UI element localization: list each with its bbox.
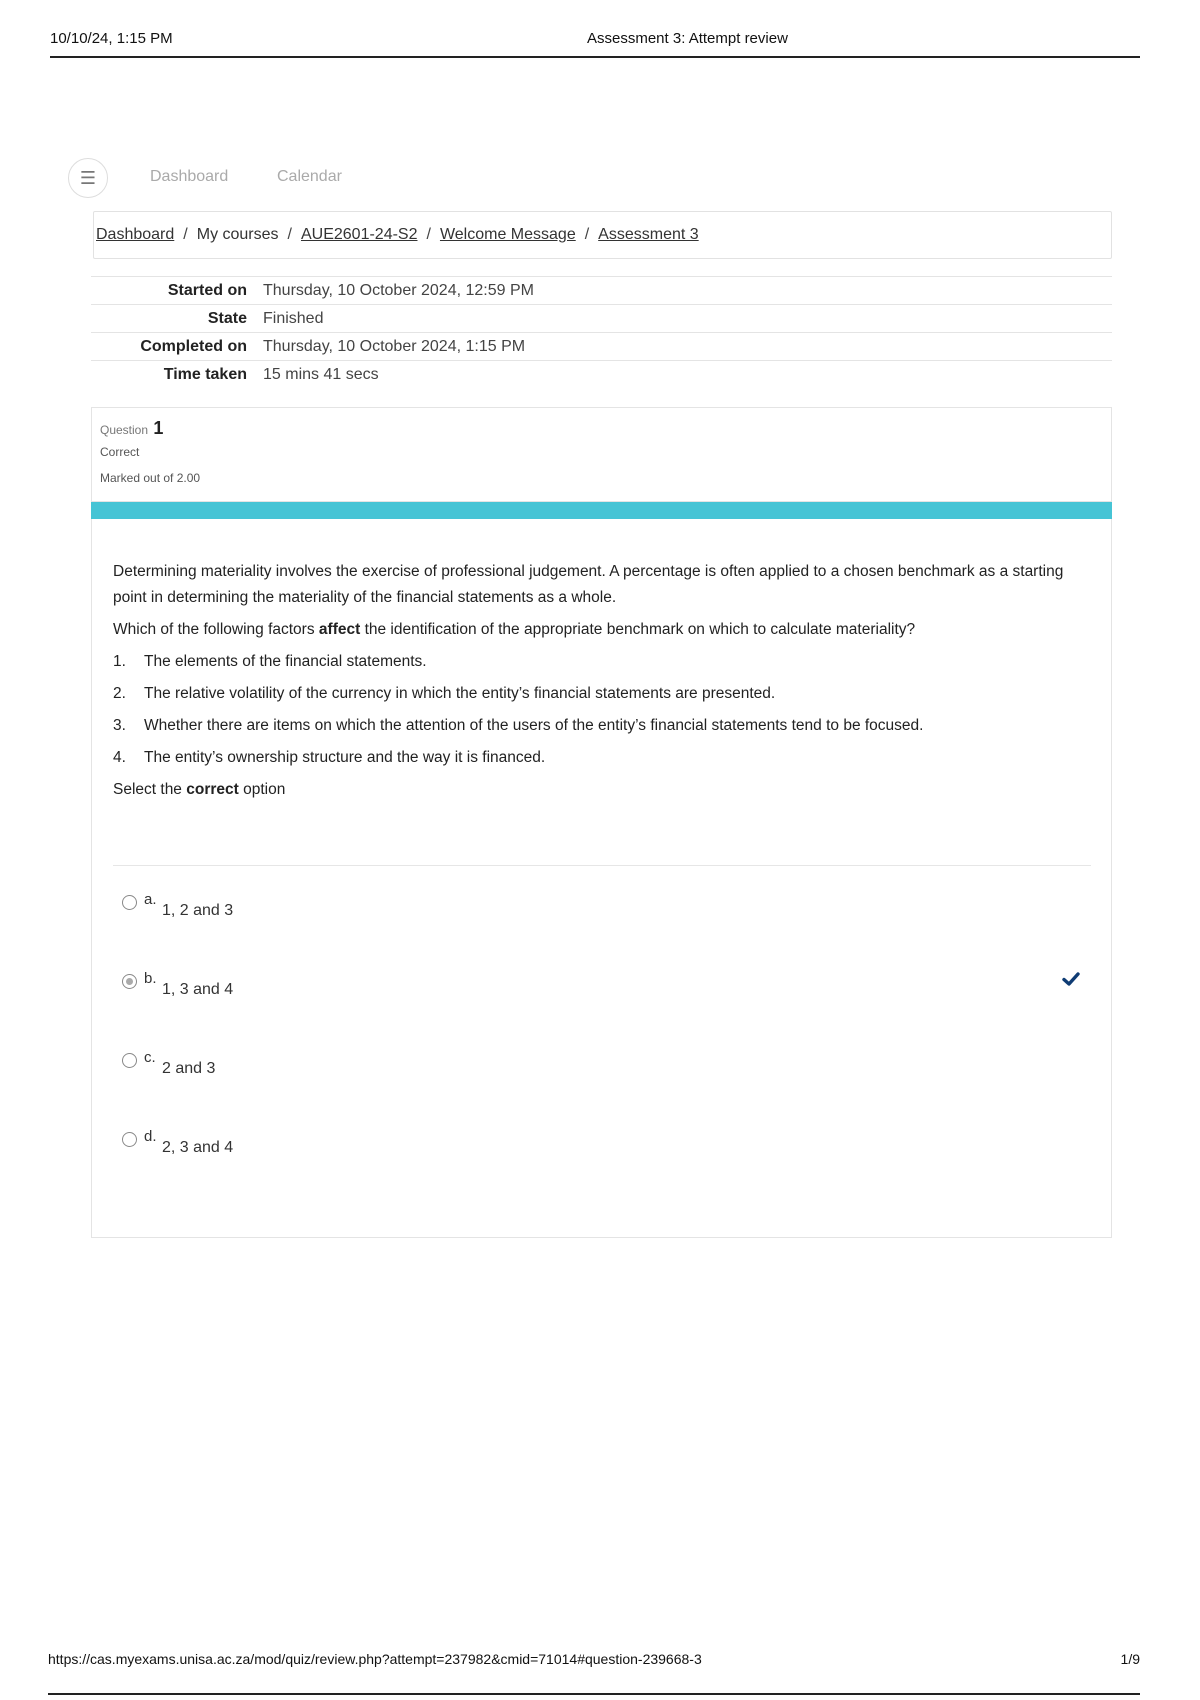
attempt-summary-table <box>91 276 1112 389</box>
question-card <box>91 407 1112 1238</box>
breadcrumb-assessment[interactable]: Assessment 3 <box>598 226 699 243</box>
answer-text: 2 and 3 <box>162 1060 216 1077</box>
radio-button[interactable] <box>122 1132 137 1147</box>
summary-row-completed <box>91 333 1112 361</box>
question-paragraph: Which of the following factors affect the identification of the appropriate benchmark on which to calculate materiality? <box>113 621 916 638</box>
question-list-item: 4. The entity’s ownership structure and the way it is financed. <box>113 749 546 766</box>
radio-button-selected[interactable] <box>122 974 137 989</box>
question-number-value: 1 <box>153 418 164 438</box>
radio-button[interactable] <box>122 1053 137 1068</box>
check-icon <box>1061 969 1081 989</box>
summary-value: 15 mins 41 secs <box>263 366 379 383</box>
summary-row-state <box>91 305 1112 333</box>
answer-options <box>113 865 1091 1182</box>
answer-text: 2, 3 and 4 <box>162 1139 234 1156</box>
print-header <box>50 30 1140 58</box>
summary-row-started <box>91 277 1112 305</box>
print-footer <box>48 1651 1140 1695</box>
summary-value: Thursday, 10 October 2024, 12:59 PM <box>263 281 534 299</box>
answer-letter: a. <box>144 891 157 908</box>
breadcrumb-separator: / <box>183 226 188 243</box>
breadcrumb-my-courses: My courses <box>196 226 279 243</box>
summary-row-time-taken <box>91 361 1112 389</box>
question-number <box>100 418 1103 439</box>
breadcrumb-separator: / <box>287 226 292 243</box>
question-paragraph: Determining materiality involves the exercise of professional judgement. A percentage is often applied to a chosen benchmark as a starting point in determining the materiality of the financial statements as a whole. <box>113 563 1064 606</box>
breadcrumb-dashboard[interactable]: Dashboard <box>96 226 175 243</box>
question-grade: Marked out of 2.00 <box>100 471 201 485</box>
question-list <box>113 649 1089 771</box>
answer-option-a[interactable] <box>113 866 1091 945</box>
question-state: Correct <box>100 445 140 459</box>
question-list-item: 2. The relative volatility of the currency in which the entity’s financial statements are presented. <box>113 685 776 702</box>
emphasis-text: correct <box>186 781 239 798</box>
answer-option-d[interactable] <box>113 1103 1091 1182</box>
nav-dashboard-link[interactable]: Dashboard <box>150 168 229 185</box>
breadcrumb-welcome-message[interactable]: Welcome Message <box>439 226 576 243</box>
summary-value: Thursday, 10 October 2024, 1:15 PM <box>263 337 526 355</box>
question-number-label: Question <box>100 423 149 437</box>
print-page-number: 1/9 <box>1120 1651 1140 1667</box>
answer-text: 1, 2 and 3 <box>162 902 234 919</box>
breadcrumb-separator: / <box>584 226 590 243</box>
nav-calendar-link[interactable]: Calendar <box>277 168 342 185</box>
answer-option-c[interactable] <box>113 1024 1091 1103</box>
summary-label: State <box>207 309 247 327</box>
summary-label: Completed on <box>140 337 247 355</box>
summary-value: Finished <box>263 309 324 327</box>
question-prompt: Select the correct option <box>113 781 286 798</box>
print-page-title: Assessment 3: Attempt review <box>587 30 788 47</box>
hamburger-icon[interactable]: ☰ <box>68 158 108 198</box>
radio-button[interactable] <box>122 895 137 910</box>
print-url: https://cas.myexams.unisa.ac.za/mod/quiz/review.php?attempt=237982&cmid=71014#question-239668-3 <box>48 1651 702 1667</box>
question-info <box>92 408 1111 502</box>
emphasis-text: affect <box>318 621 361 638</box>
breadcrumb-separator: / <box>426 226 431 243</box>
question-text <box>92 519 1111 803</box>
summary-label: Time taken <box>163 366 247 383</box>
answer-letter: b. <box>144 970 157 987</box>
answer-letter: c. <box>144 1049 156 1066</box>
answer-text: 1, 3 and 4 <box>162 981 234 998</box>
question-state-bar <box>91 502 1112 519</box>
breadcrumb-course[interactable]: AUE2601-24-S2 <box>300 226 418 243</box>
top-navigation <box>68 158 468 200</box>
question-list-item: 3. Whether there are items on which the attention of the users of the entity’s financial statements tend to be focused. <box>113 717 924 734</box>
question-list-item: 1. The elements of the financial statements. <box>113 653 427 670</box>
breadcrumb <box>93 211 1112 259</box>
print-timestamp: 10/10/24, 1:15 PM <box>50 30 173 47</box>
summary-label: Started on <box>167 281 247 299</box>
answer-letter: d. <box>144 1128 157 1145</box>
answer-option-b[interactable] <box>113 945 1091 1024</box>
